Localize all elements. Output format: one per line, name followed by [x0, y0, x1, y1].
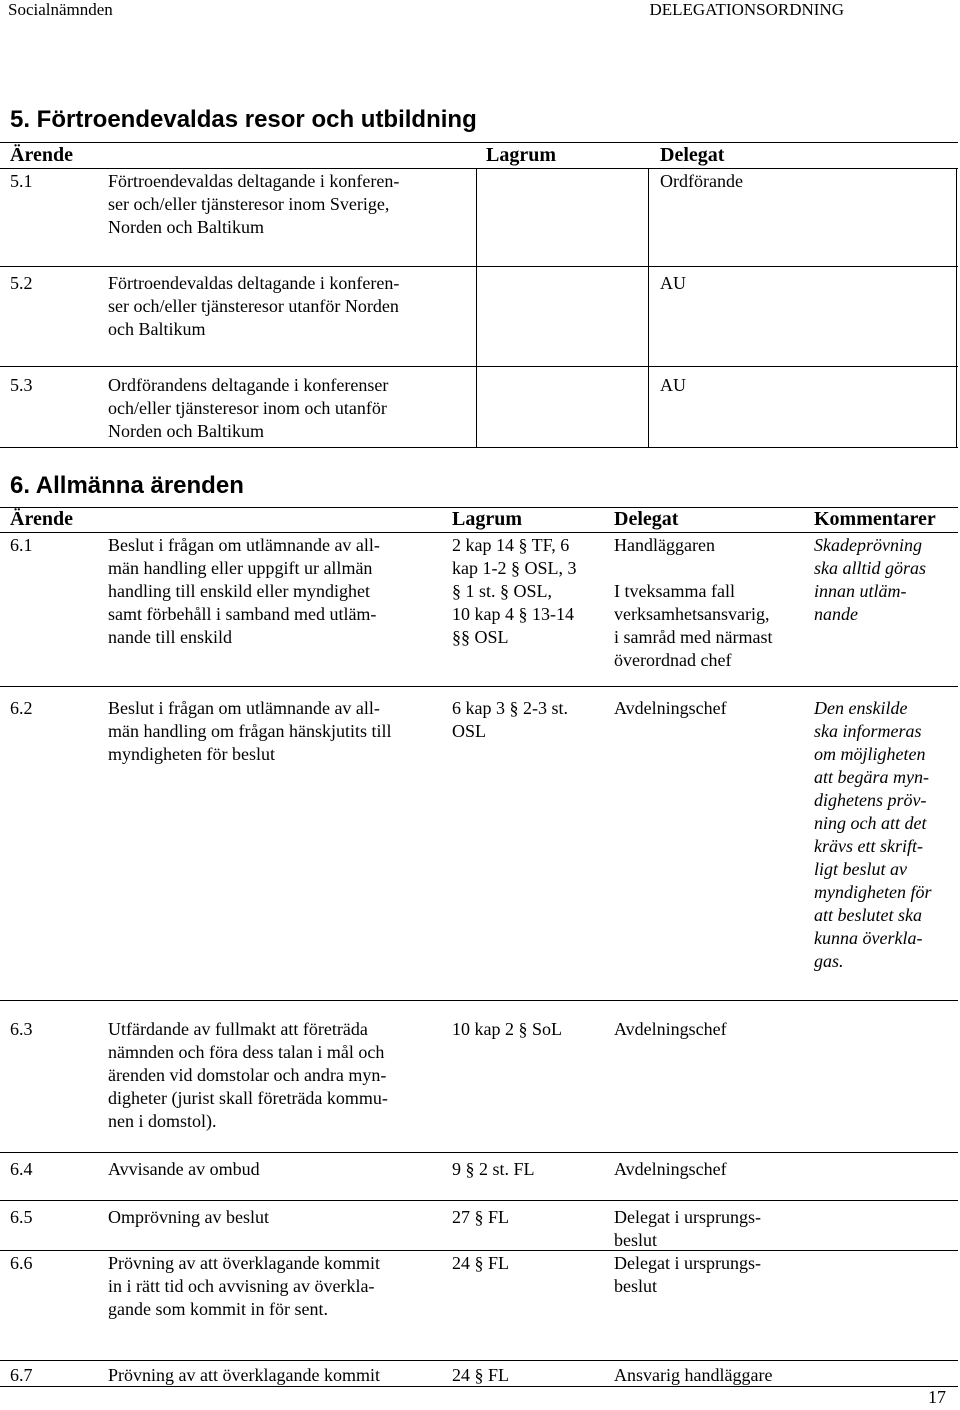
section-5-top-border — [0, 142, 958, 143]
row-6-6-text: Prövning av att överklagande kommit in i rätt tid och avvisning av överkla- gande som kommit in för sent. — [108, 1253, 380, 1319]
section-5-divider-left — [476, 168, 477, 447]
row-6-7-text: Prövning av att överklagande kommit — [108, 1365, 380, 1385]
row-6-6-delegat: Delegat i ursprungs- beslut — [614, 1253, 761, 1296]
row-5-2-delegat: AU — [660, 273, 686, 293]
row-6-5-lagrum: 27 § FL — [452, 1207, 510, 1227]
section-5-title: 5. Förtroendevaldas resor och utbildning — [10, 106, 477, 133]
row-6-6-lagrum: 24 § FL — [452, 1253, 510, 1273]
row-6-7-border — [0, 1386, 958, 1387]
row-6-5-border — [0, 1250, 958, 1251]
row-6-5-number: 6.5 — [10, 1207, 33, 1227]
row-5-1-number: 5.1 — [10, 171, 33, 191]
row-6-3-text: Utfärdande av fullmakt att företräda nämnden och föra dess talan i mål och ärenden vid domstolar och andra myn- digheter (jurist skall företräda kommu- nen i domstol). — [108, 1019, 388, 1131]
row-6-2-lagrum: 6 kap 3 § 2-3 st. OSL — [452, 698, 568, 741]
row-6-1-kommentar: Skadeprövning ska alltid göras innan utläm- nande — [814, 535, 927, 624]
row-6-4-lagrum: 9 § 2 st. FL — [452, 1159, 535, 1179]
row-6-4-number: 6.4 — [10, 1159, 33, 1179]
row-6-5-text: Omprövning av beslut — [108, 1207, 269, 1227]
row-5-3-delegat: AU — [660, 375, 686, 395]
row-6-4-border — [0, 1200, 958, 1201]
section-5-header-delegat: Delegat — [660, 144, 725, 166]
row-6-2-text: Beslut i frågan om utlämnande av all- män handling om frågan hänskjutits till myndigheten för beslut — [108, 698, 392, 764]
section-6-title: 6. Allmänna ärenden — [10, 472, 244, 499]
row-6-1-lagrum: 2 kap 14 § TF, 6 kap 1-2 § OSL, 3 § 1 st. § OSL, 10 kap 4 § 13-14 §§ OSL — [452, 535, 577, 647]
section-5-header-lagrum: Lagrum — [486, 144, 556, 166]
row-6-3-lagrum: 10 kap 2 § SoL — [452, 1019, 562, 1039]
section-6-header-arende: Ärende — [10, 508, 73, 530]
row-5-3-number: 5.3 — [10, 375, 33, 395]
row-5-1-text: Förtroendevaldas deltagande i konferen- ser och/eller tjänsteresor inom Sverige, Norden och Baltikum — [108, 171, 400, 237]
row-6-1-border — [0, 686, 958, 687]
page-number: 17 — [928, 1387, 946, 1407]
section-6-header-border — [0, 532, 958, 533]
section-5-divider-mid — [648, 168, 649, 447]
row-6-7-delegat: Ansvarig handläggare — [614, 1365, 773, 1385]
row-5-2-number: 5.2 — [10, 273, 33, 293]
section-5-header-arende: Ärende — [10, 144, 73, 166]
row-5-1-delegat: Ordförande — [660, 171, 743, 191]
row-6-3-border — [0, 1152, 958, 1153]
row-6-3-number: 6.3 — [10, 1019, 33, 1039]
section-5-divider-right — [956, 168, 957, 447]
header-organization: Socialnämnden — [8, 0, 113, 19]
row-6-2-delegat: Avdelningschef — [614, 698, 727, 718]
row-6-7-number: 6.7 — [10, 1365, 33, 1385]
row-6-1-number: 6.1 — [10, 535, 33, 555]
row-5-1-border — [0, 266, 958, 267]
row-6-2-border — [0, 1000, 958, 1001]
row-6-6-border — [0, 1360, 958, 1361]
row-6-1-text: Beslut i frågan om utlämnande av all- män handling eller uppgift ur allmän handling till enskild eller myndighet samt förbehåll i samband med utläm- nande till enskild — [108, 535, 380, 647]
row-6-4-delegat: Avdelningschef — [614, 1159, 727, 1179]
row-6-4-text: Avvisande av ombud — [108, 1159, 260, 1179]
row-6-3-delegat: Avdelningschef — [614, 1019, 727, 1039]
row-5-2-border — [0, 366, 958, 367]
row-5-2-text: Förtroendevaldas deltagande i konferen- ser och/eller tjänsteresor utanför Norden och Baltikum — [108, 273, 400, 339]
row-5-3-text: Ordförandens deltagande i konferenser och/eller tjänsteresor inom och utanför Norden och Baltikum — [108, 375, 389, 441]
row-6-2-number: 6.2 — [10, 698, 33, 718]
row-6-2-kommentar: Den enskilde ska informeras om möjligheten att begära myn- dighetens pröv- ning och att det krävs ett skrift- ligt beslut av myndigheten för att beslutet ska kunna överkla- gas. — [814, 698, 932, 971]
row-6-1-delegat: Handläggaren I tveksamma fall verksamhetsansvarig, i samråd med närmast överordnad chef — [614, 535, 773, 670]
section-5-bottom-border — [0, 447, 958, 448]
section-6-header-delegat: Delegat — [614, 508, 679, 530]
row-6-5-delegat: Delegat i ursprungs- beslut — [614, 1207, 761, 1250]
section-6-header-lagrum: Lagrum — [452, 508, 522, 530]
section-6-header-kommentarer: Kommentarer — [814, 508, 936, 530]
row-6-7-lagrum: 24 § FL — [452, 1365, 510, 1385]
row-6-6-number: 6.6 — [10, 1253, 33, 1273]
header-document-title: DELEGATIONSORDNING — [649, 0, 844, 19]
section-5-header-border — [0, 168, 958, 169]
